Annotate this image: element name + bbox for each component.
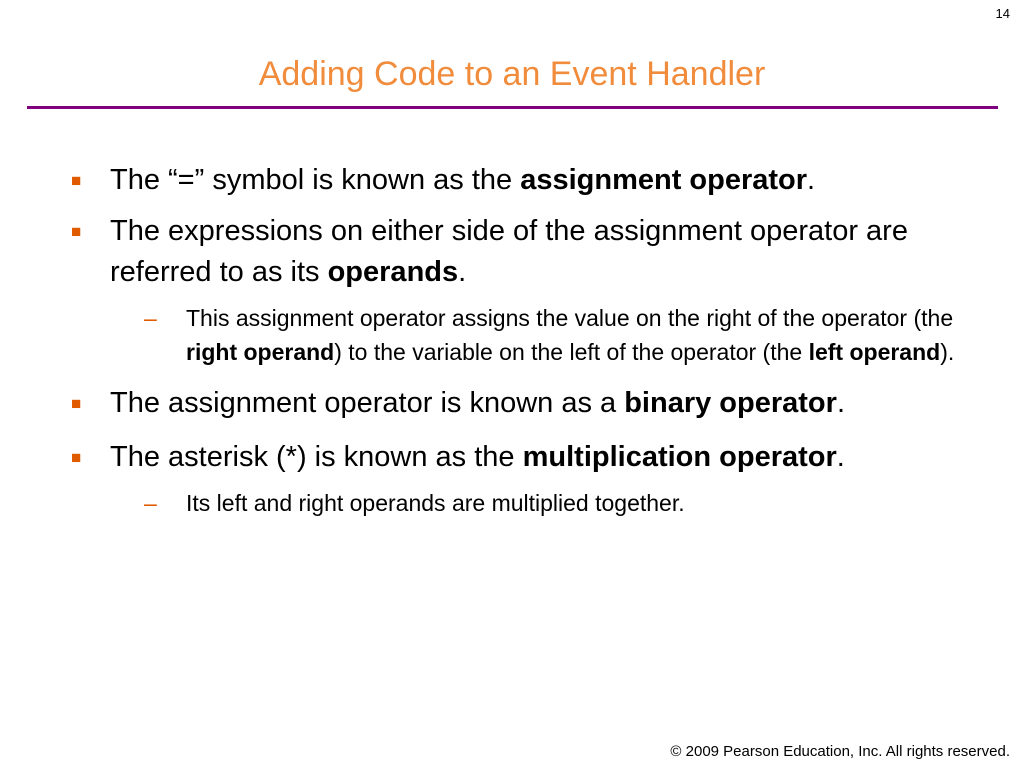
bullet-text-end: .	[836, 441, 845, 473]
sub-bullet-right-left-operand	[0, 301, 1024, 369]
bullet-operands	[0, 211, 1024, 293]
sub-bullet-term-left: left operand	[808, 339, 941, 365]
bullet-term: multiplication operator	[522, 441, 837, 473]
bullet-text: The assignment operator is known as a	[110, 387, 625, 419]
sub-bullet-text-end: ).	[940, 339, 955, 365]
bullet-term: assignment operator	[520, 164, 808, 196]
bullet-square-icon: ■	[71, 171, 82, 190]
bullet-square-icon: ■	[71, 448, 82, 467]
sub-bullet-dash-icon: –	[144, 490, 157, 516]
bullet-text: The expressions on either side of the assignment operator are referred to as its	[110, 215, 908, 288]
bullet-text: The “=” symbol is known as the	[110, 164, 521, 196]
bullet-square-icon: ■	[71, 222, 82, 241]
slide-title: Adding Code to an Event Handler	[258, 55, 766, 93]
sub-bullet-text-mid: ) to the variable on the left of the operator (the	[334, 339, 809, 365]
bullet-text: The asterisk (*) is known as the	[110, 441, 523, 473]
sub-bullet-term-right: right operand	[186, 339, 335, 365]
bullet-assignment-operator	[0, 160, 1024, 201]
sub-bullet-dash-icon: –	[144, 305, 157, 331]
bullet-term: operands	[327, 256, 459, 288]
sub-bullet-text: This assignment operator assigns the value on the right of the operator (the	[186, 305, 954, 331]
bullet-multiplication-operator	[0, 437, 1024, 478]
bullet-square-icon: ■	[71, 394, 82, 413]
bullet-text-end: .	[458, 256, 467, 288]
copyright-footer: © 2009 Pearson Education, Inc. All rights reserved.	[670, 743, 1010, 760]
sub-bullet-multiplied	[0, 486, 1024, 520]
bullet-text-end: .	[836, 387, 845, 419]
bullet-term: binary operator	[624, 387, 837, 419]
bullet-binary-operator	[0, 383, 1024, 424]
sub-bullet-text: Its left and right operands are multiplied together.	[186, 490, 685, 516]
bullet-text-end: .	[807, 164, 816, 196]
title-divider	[27, 106, 998, 109]
slide-content	[0, 160, 1024, 520]
slide-number: 14	[995, 6, 1010, 21]
